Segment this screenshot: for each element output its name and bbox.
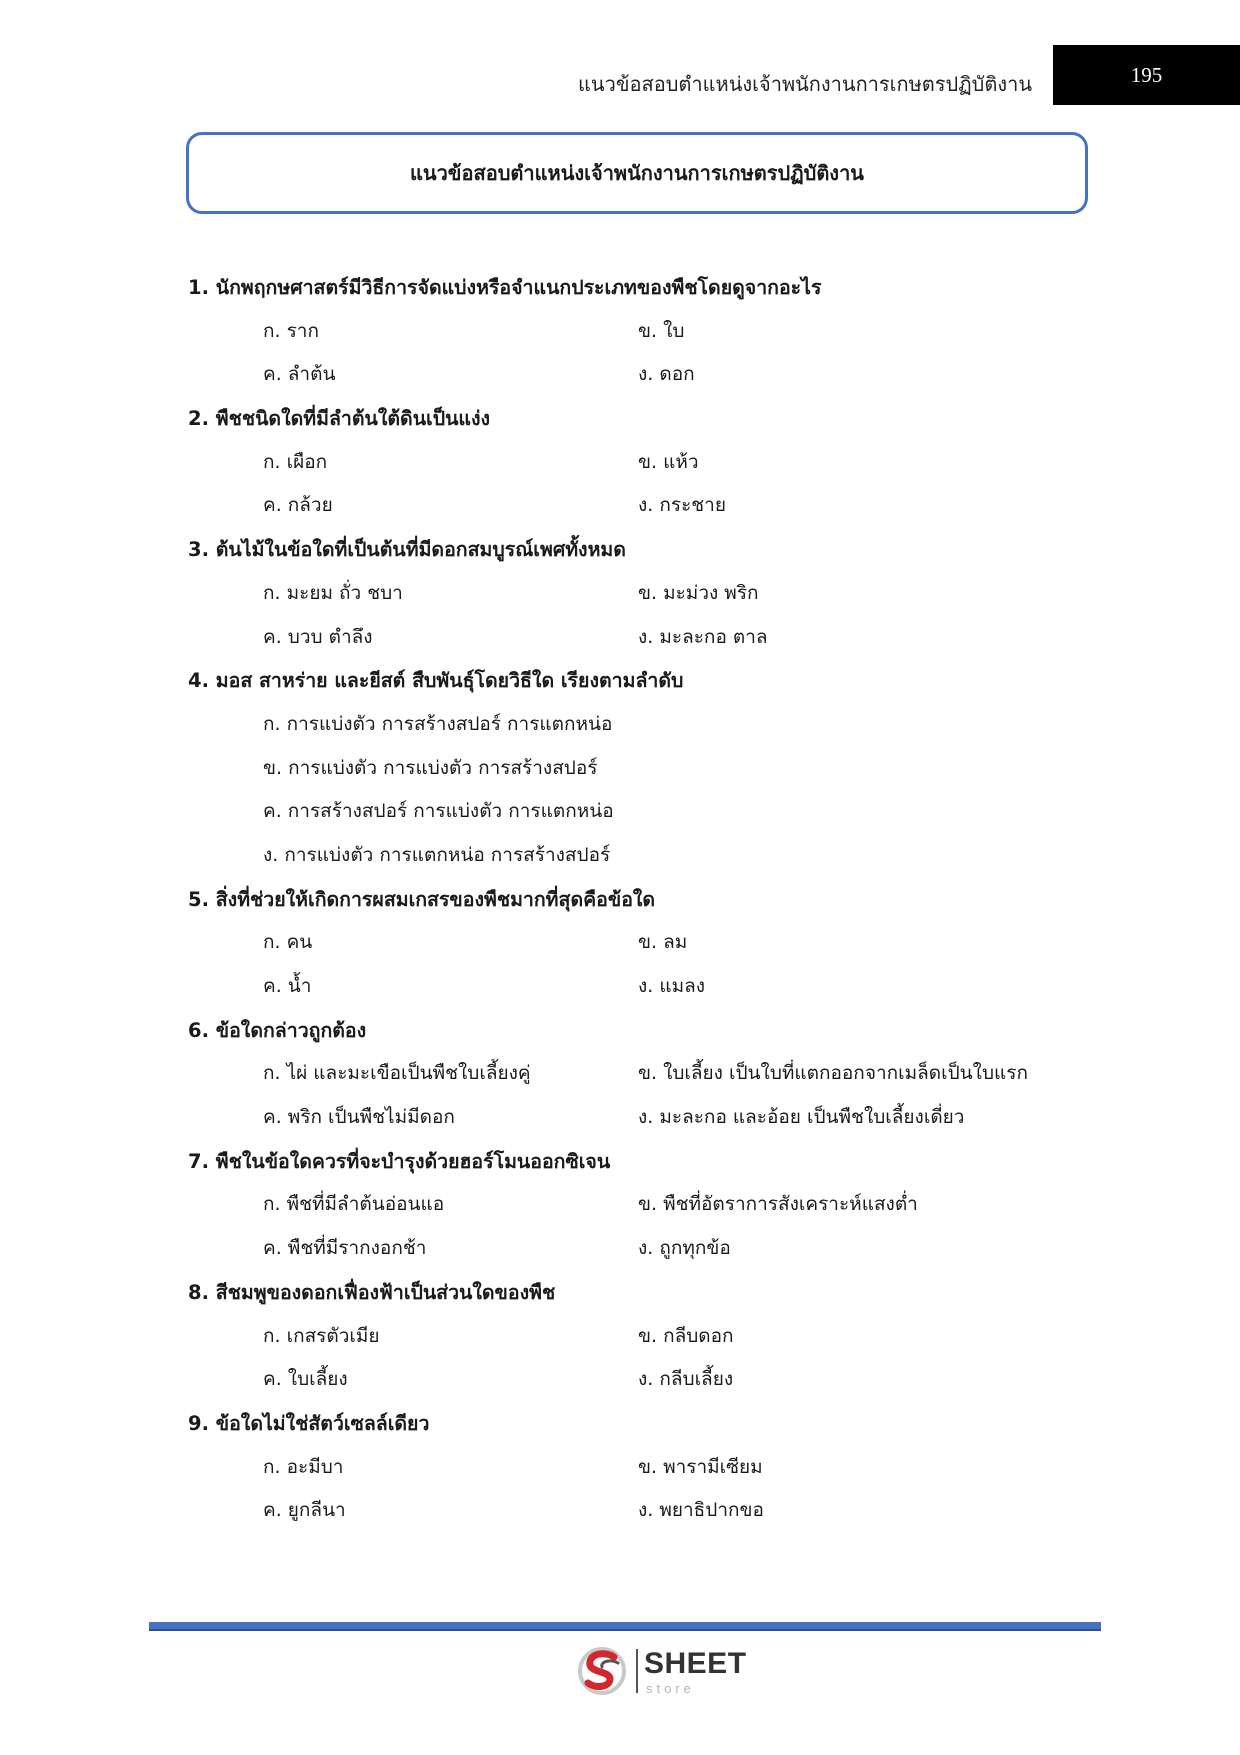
logo-text: SHEET (644, 1647, 747, 1680)
page-number: 195 (1130, 62, 1163, 87)
option-row (188, 1315, 1088, 1359)
option-row (188, 1358, 1088, 1402)
question-3 (188, 528, 1088, 659)
option-b: ข. การแบ่งตัว การแบ่งตัว การสร้างสปอร์ (263, 756, 598, 779)
question-2 (188, 397, 1088, 528)
option-row (188, 790, 1088, 834)
question-list (188, 266, 1088, 1533)
option-b: ข. กลีบดอก (638, 1324, 734, 1347)
option-b: ข. มะม่วง พริก (638, 581, 759, 604)
option-row (188, 310, 1088, 354)
option-row (188, 834, 1088, 878)
option-b: ข. ใบ (638, 319, 685, 342)
option-row (188, 616, 1088, 660)
option-b: ข. แห้ว (638, 450, 699, 473)
option-d: ง. มะละกอ และอ้อย เป็นพืชใบเลี้ยงเดี่ยว (638, 1106, 965, 1129)
question-7 (188, 1140, 1088, 1271)
option-b: ข. ใบเลี้ยง เป็นใบที่แตกออกจากเมล็ดเป็นใบแรก (638, 1062, 1028, 1085)
option-a: ก. การแบ่งตัว การสร้างสปอร์ การแตกหน่อ (263, 712, 613, 735)
option-c: ค. บวบ ตำลึง (263, 625, 373, 648)
option-a: ก. เกสรตัวเมีย (263, 1324, 380, 1347)
question-5 (188, 878, 1088, 1009)
option-row (188, 703, 1088, 747)
question-stem: 4. มอส สาหร่าย และยีสต์ สืบพันธุ์โดยวิธีใด เรียงตามลำดับ (188, 669, 684, 693)
option-row (188, 1052, 1088, 1096)
question-4 (188, 659, 1088, 877)
option-a: ก. มะยม ถั่ว ชบา (263, 581, 403, 604)
option-c: ค. ยูกลีนา (263, 1499, 346, 1522)
option-c: ค. การสร้างสปอร์ การแบ่งตัว การแตกหน่อ (263, 800, 614, 823)
option-row (188, 965, 1088, 1009)
sheet-store-logo (576, 1643, 756, 1699)
option-c: ค. พริก เป็นพืชไม่มีดอก (263, 1106, 455, 1129)
logo-divider (636, 1649, 638, 1693)
option-a: ก. อะมีบา (263, 1455, 344, 1478)
page-header-title: แนวข้อสอบตำแหน่งเจ้าพนักงานการเกษตรปฏิบัติงาน (578, 72, 1032, 96)
question-6 (188, 1009, 1088, 1140)
logo-subtext: store (646, 1681, 695, 1696)
question-stem: 8. สีชมพูของดอกเฟื่องฟ้าเป็นส่วนใดของพืช (188, 1280, 556, 1304)
question-stem: 7. พืชในข้อใดควรที่จะบำรุงด้วยฮอร์โมนออกซิเจน (188, 1149, 611, 1173)
option-c: ค. พืชที่มีรากงอกช้า (263, 1237, 427, 1260)
option-row (188, 1489, 1088, 1533)
question-stem: 9. ข้อใดไม่ใช่สัตว์เซลล์เดียว (188, 1411, 430, 1435)
option-row (188, 747, 1088, 791)
question-9 (188, 1402, 1088, 1533)
option-a: ก. เผือก (263, 450, 328, 473)
option-b: ข. พืชที่อัตราการสังเคราะห์แสงต่ำ (638, 1193, 918, 1216)
option-d: ง. กระชาย (638, 494, 726, 517)
option-row (188, 1183, 1088, 1227)
option-row (188, 921, 1088, 965)
option-c: ค. น้ำ (263, 975, 312, 997)
option-a: ก. พืชที่มีลำต้นอ่อนแอ (263, 1193, 445, 1216)
question-stem: 6. ข้อใดกล่าวถูกต้อง (188, 1018, 367, 1042)
option-b: ข. ลม (638, 931, 688, 954)
option-d: ง. การแบ่งตัว การแตกหน่อ การสร้างสปอร์ (263, 843, 611, 866)
option-d: ง. แมลง (638, 975, 706, 997)
option-row (188, 441, 1088, 485)
option-d: ง. ถูกทุกข้อ (638, 1237, 731, 1260)
logo-mark-icon (576, 1643, 632, 1699)
question-stem: 2. พืชชนิดใดที่มีลำต้นใต้ดินเป็นแง่ง (188, 407, 491, 431)
option-row (188, 484, 1088, 528)
option-row (188, 353, 1088, 397)
title-box (186, 132, 1088, 214)
option-c: ค. ใบเลี้ยง (263, 1368, 348, 1391)
question-8 (188, 1271, 1088, 1402)
option-a: ก. คน (263, 931, 313, 954)
question-stem: 5. สิ่งที่ช่วยให้เกิดการผสมเกสรของพืชมากที่สุดคือข้อใด (188, 887, 656, 911)
footer-rule (149, 1622, 1101, 1631)
option-a: ก. ไผ่ และมะเขือเป็นพืชใบเลี้ยงคู่ (263, 1062, 531, 1085)
option-d: ง. ดอก (638, 363, 695, 386)
option-b: ข. พารามีเซียม (638, 1455, 763, 1478)
option-a: ก. ราก (263, 319, 319, 342)
question-stem: 3. ต้นไม้ในข้อใดที่เป็นต้นที่มีดอกสมบูรณ์เพศทั้งหมด (188, 538, 626, 562)
option-d: ง. กลีบเลี้ยง (638, 1368, 734, 1391)
option-row (188, 572, 1088, 616)
option-row (188, 1227, 1088, 1271)
title-box-text: แนวข้อสอบตำแหน่งเจ้าพนักงานการเกษตรปฏิบัติงาน (410, 161, 864, 185)
option-row (188, 1446, 1088, 1490)
option-c: ค. ลำต้น (263, 363, 336, 386)
option-d: ง. พยาธิปากขอ (638, 1499, 764, 1522)
option-d: ง. มะละกอ ตาล (638, 625, 768, 648)
option-c: ค. กล้วย (263, 494, 333, 517)
option-row (188, 1096, 1088, 1140)
question-stem: 1. นักพฤกษศาสตร์มีวิธีการจัดแบ่งหรือจำแนกประเภทของพืชโดยดูจากอะไร (188, 276, 822, 299)
question-1 (188, 266, 1088, 397)
page-number-box (1053, 45, 1240, 105)
